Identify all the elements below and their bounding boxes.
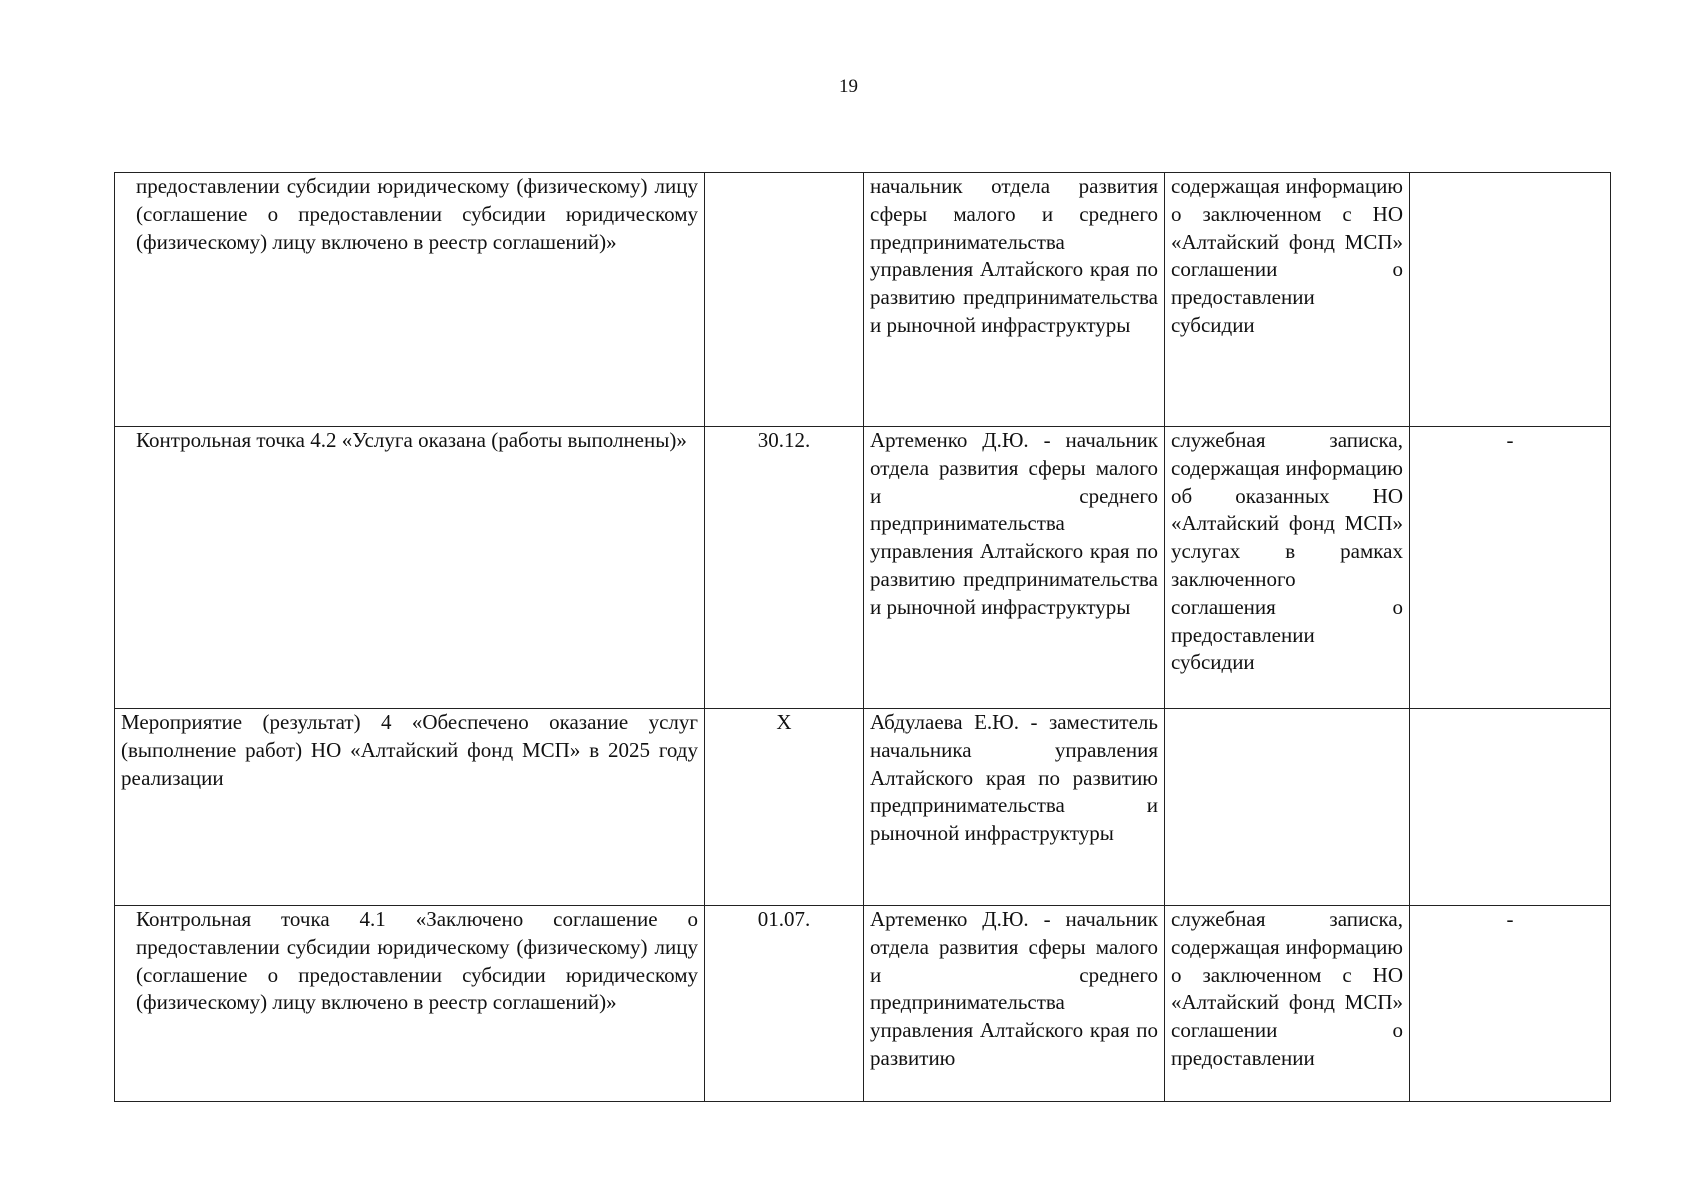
responsible-cell — [864, 709, 1165, 906]
document-text: служебная записка, содержащая информацию о заключенном с НО «Алтайский фонд МСП» соглашении о предоставлении — [1171, 907, 1403, 1070]
document-cell — [1165, 173, 1410, 427]
responsible-cell — [864, 906, 1165, 1102]
info-system-cell — [1410, 173, 1611, 427]
description-cell — [115, 709, 705, 906]
info-system-cell — [1410, 906, 1611, 1102]
document-cell — [1165, 427, 1410, 709]
date-cell — [705, 709, 864, 906]
description-text: Мероприятие (результат) 4 «Обеспечено оказание услуг (выполнение работ) НО «Алтайский фонд МСП» в 2025 году реализации — [121, 710, 698, 790]
responsible-text: Абдулаева Е.Ю. - заместитель начальника управления Алтайского края по развитию предпринимательства и рыночной инфраструктуры — [870, 710, 1158, 846]
table-row — [115, 709, 1611, 906]
responsible-text: Артеменко Д.Ю. - начальник отдела развития сферы малого и среднего предпринимательства управления Алтайского края по развитию — [870, 907, 1158, 1070]
info-system-text: - — [1506, 907, 1514, 931]
page-number: 19 — [839, 76, 858, 97]
info-system-text: - — [1506, 428, 1514, 452]
plan-table — [114, 172, 1611, 1102]
description-cell — [115, 427, 705, 709]
description-text: Контрольная точка 4.1 «Заключено соглашение о предоставлении субсидии юридическому (физическому) лицу (соглашение о предоставлении субсидии юридическому (физическому) лицу включено в реестр соглашений)» — [136, 907, 698, 1015]
info-system-cell — [1410, 709, 1611, 906]
date-text: 30.12. — [757, 428, 811, 452]
description-text: предоставлении субсидии юридическому (физическому) лицу (соглашение о предоставлении субсидии юридическому (физическому) лицу включено в реестр соглашений)» — [136, 174, 698, 254]
description-text: Контрольная точка 4.2 «Услуга оказана (работы выполнены)» — [136, 428, 687, 452]
info-system-cell — [1410, 427, 1611, 709]
date-cell — [705, 427, 864, 709]
document-cell — [1165, 709, 1410, 906]
responsible-text: Артеменко Д.Ю. - начальник отдела развития сферы малого и среднего предпринимательства управления Алтайского края по развитию предпринимательства и рыночной инфраструктуры — [870, 428, 1158, 619]
responsible-cell — [864, 427, 1165, 709]
table-row — [115, 427, 1611, 709]
date-text: 01.07. — [757, 907, 811, 931]
description-cell — [115, 173, 705, 427]
date-cell — [705, 906, 864, 1102]
table-row — [115, 173, 1611, 427]
document-cell — [1165, 906, 1410, 1102]
responsible-cell — [864, 173, 1165, 427]
document-text: содержащая информацию о заключенном с НО «Алтайский фонд МСП» соглашении о предоставлении субсидии — [1171, 174, 1403, 337]
document-text: служебная записка, содержащая информацию об оказанных НО «Алтайский фонд МСП» услугах в рамках заключенного соглашения о предоставлении субсидии — [1171, 428, 1403, 675]
date-text: X — [776, 710, 792, 734]
responsible-text: начальник отдела развития сферы малого и среднего предпринимательства управления Алтайского края по развитию предпринимательства и рыночной инфраструктуры — [870, 174, 1158, 337]
date-cell — [705, 173, 864, 427]
table-row — [115, 906, 1611, 1102]
description-cell — [115, 906, 705, 1102]
